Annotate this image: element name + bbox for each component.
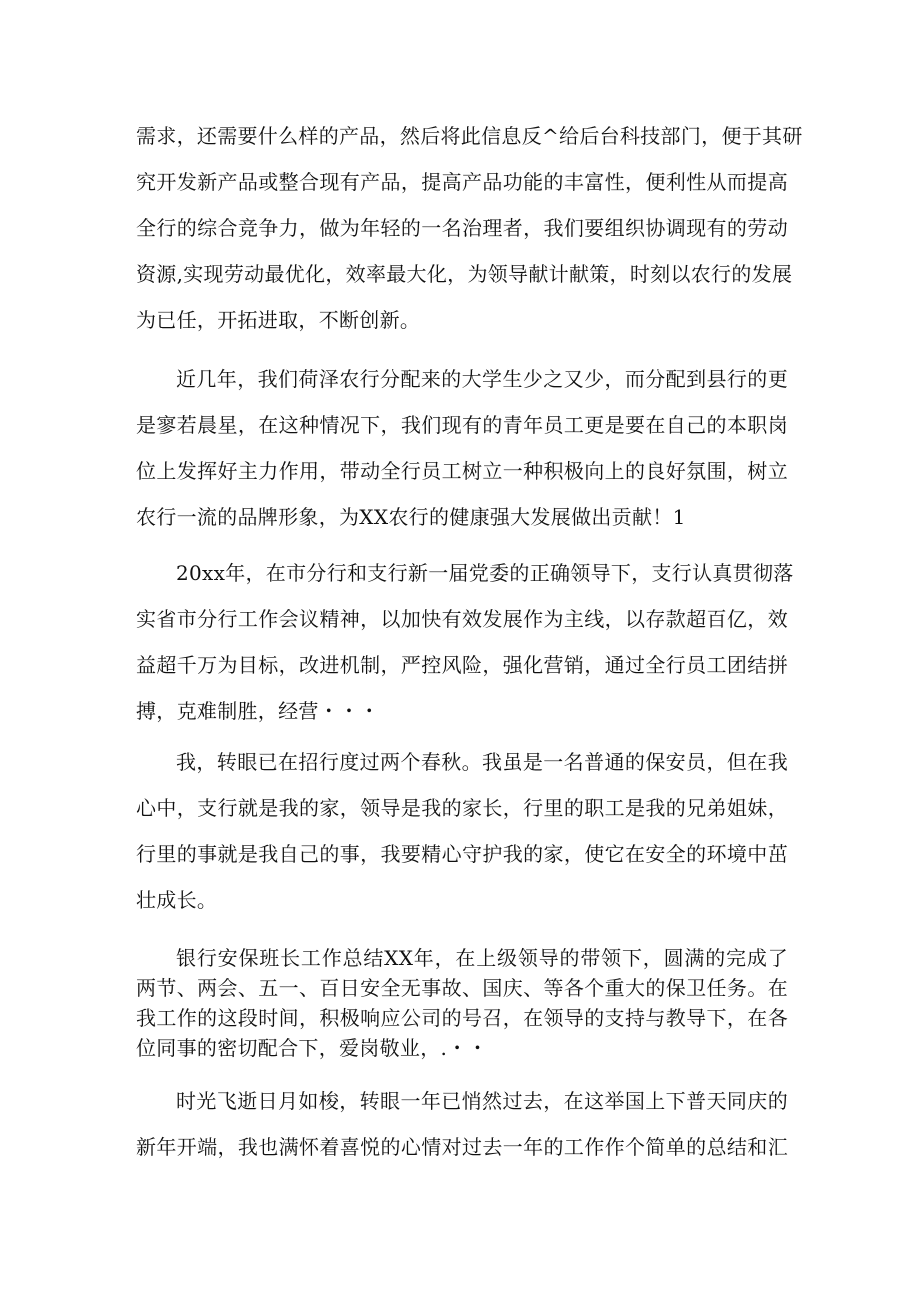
text-line: 位同事的密切配合下，爱岗敬业，.・・ [136, 1036, 488, 1060]
text-line: 全行的综合竞争力，做为年轻的一名治理者，我们要组织协调现有的劳动 [136, 216, 788, 240]
text-line: 我，转眼已在招行度过两个春秋。我虽是一名普通的保安员，但在我 [176, 750, 788, 774]
paragraph-4 [136, 739, 788, 923]
paragraph-3 [136, 550, 794, 734]
text-line: 需求，还需要什么样的产品，然后将此信息反^给后台科技部门，便于其研 [136, 124, 803, 148]
paragraph-1 [136, 113, 803, 343]
paragraph-2 [136, 356, 788, 540]
text-line: 究开发新产品或整合现有产品，提高产品功能的丰富性，便利性从而提高 [136, 170, 788, 194]
text-line: 搏，克难制胜，经营・・・ [136, 699, 380, 723]
text-line: 壮成长。 [136, 888, 218, 912]
text-line: 20xx年，在市分行和支行新一届党委的正确领导下，支行认真贯彻落 [176, 561, 794, 585]
text-line: 近几年，我们荷泽农行分配来的大学生少之又少，而分配到县行的更 [176, 367, 788, 391]
text-line: 银行安保班长工作总结XX年，在上级领导的带领下，圆满的完成了 [176, 946, 788, 970]
text-line: 两节、两会、五一、百日安全无事故、国庆、等各个重大的保卫任务。在 [136, 976, 788, 1000]
paragraph-5 [136, 943, 788, 1063]
paragraph-6 [136, 1078, 788, 1170]
text-line: 农行一流的品牌形象，为XX农行的健康强大发展做出贡献！1 [136, 505, 686, 529]
text-line: 时光飞逝日月如梭，转眼一年已悄然过去，在这举国上下普天同庆的 [176, 1089, 788, 1113]
text-line: 我工作的这段时间，积极响应公司的号召，在领导的支持与教导下，在各 [136, 1006, 788, 1030]
text-line: 是寥若晨星，在这种情况下，我们现有的青年员工更是要在自己的本职岗 [136, 413, 788, 437]
text-line: 实省市分行工作会议精神，以加快有效发展作为主线，以存款超百亿，效 [136, 607, 788, 631]
text-line: 心中，支行就是我的家，领导是我的家长，行里的职工是我的兄弟姐妹， [136, 796, 788, 820]
text-line: 益超千万为目标，改进机制，严控风险，强化营销，通过全行员工团结拼 [136, 653, 788, 677]
text-line: 资源,实现劳动最优化，效率最大化，为领导献计献策，时刻以农行的发展 [136, 262, 793, 286]
text-line: 位上发挥好主力作用，带动全行员工树立一种积极向上的良好氛围，树立 [136, 459, 788, 483]
text-line: 为已任，开拓进取，不断创新。 [136, 308, 421, 332]
text-line: 行里的事就是我自己的事，我要精心守护我的家，使它在安全的环境中茁 [136, 842, 788, 866]
text-line: 新年开端，我也满怀着喜悦的心情对过去一年的工作作个简单的总结和汇 [136, 1135, 788, 1159]
